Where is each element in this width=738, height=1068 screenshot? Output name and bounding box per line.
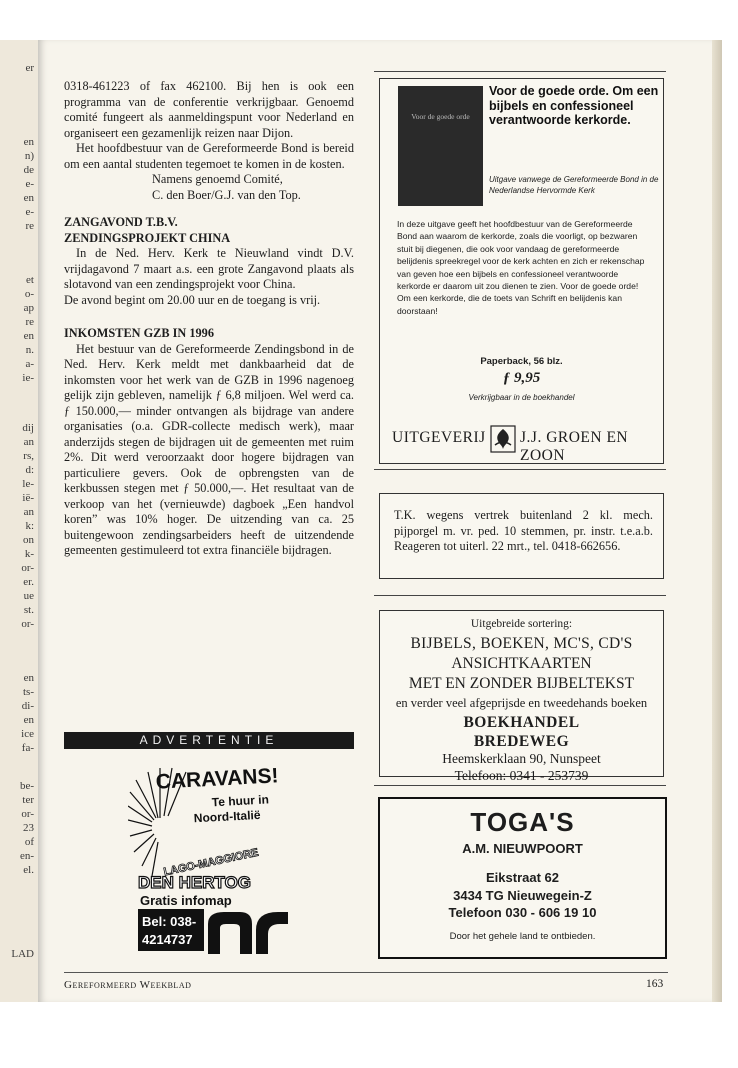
noord-italie-text: Noord-Italië bbox=[193, 807, 261, 826]
toga-address bbox=[380, 869, 665, 922]
previous-page-fragment: or- bbox=[21, 808, 34, 820]
previous-page-fragment: ap bbox=[23, 302, 34, 314]
den-hertog-text: DEN HERTOG bbox=[138, 873, 252, 892]
advertentie-bar: ADVERTENTIE bbox=[64, 732, 354, 749]
book-title: Voor de goede orde. Om een bijbels en confessioneel verantwoorde kerkorde. bbox=[489, 84, 659, 127]
previous-page-fragment: er. bbox=[23, 576, 34, 588]
previous-page-fragment: ter bbox=[22, 794, 34, 806]
divider-3 bbox=[374, 785, 666, 786]
previous-page-fragment: ië- bbox=[22, 492, 34, 504]
previous-page-fragment: a- bbox=[25, 358, 34, 370]
previous-page-fragment: et bbox=[26, 274, 34, 286]
bookshop-address: Heemskerklaan 90, Nunspeet bbox=[442, 751, 601, 766]
gratis-infomap-text: Gratis infomap bbox=[140, 893, 232, 908]
previous-page-fragment: en bbox=[23, 330, 34, 342]
previous-page-fragment: ue bbox=[23, 590, 34, 602]
inkomsten-paragraph: Het bestuur van de Gereformeerde Zendingsbond in de Ned. Herv. Kerk meldt met dankbaarheid dat de inkomsten voor het werk van de GZB in 1996 nagenoeg gelijk zijn gebleven, namelijk ƒ 6,8 miljoen. Wel werd ca. ƒ 150.000,— minder ontvangen als bijdrage van andere organisaties (o.a. GDR-collecte medisch werk), maar anderzijds stegen de bijdragen uit de gemeenten met ruim 2%. Dit werd veroorzaakt door hogere bijdragen van particuliere gevers. Ook de opbrengsten van de kerkbussen stegen met ƒ 50.000,—. Het resultaat van de verkoop van het (vernieuwde) dagboek „Een handvol koren” was 10% hoger. De uitzending van ca. 25 buitengewoon zendingsarbeiders heeft de uitzendende gemeenten gestimuleerd tot extra financiële bijdragen. bbox=[64, 341, 354, 557]
bookshop-line-1: BIJBELS, BOEKEN, MC'S, CD'S bbox=[410, 635, 633, 652]
toga-title: TOGA'S bbox=[470, 807, 575, 837]
publisher-logo-icon bbox=[490, 425, 516, 453]
te-huur-text: Te huur in bbox=[211, 792, 270, 810]
signature-line-2: C. den Boer/G.J. van den Top. bbox=[152, 187, 301, 202]
toga-advert bbox=[378, 797, 667, 959]
publisher-line bbox=[392, 425, 654, 464]
bookshop-line-3: MET EN ZONDER BIJBELTEKST bbox=[408, 675, 635, 692]
previous-page-fragment: en bbox=[23, 192, 34, 204]
previous-page-fragment: an bbox=[23, 436, 34, 448]
left-column bbox=[64, 79, 354, 559]
toga-company: A.M. NIEUWPOORT bbox=[462, 841, 583, 856]
previous-page-fragment: ice bbox=[21, 728, 34, 740]
zangavond-heading-1: ZANGAVOND T.B.V. bbox=[64, 215, 178, 229]
divider-1 bbox=[374, 469, 666, 470]
organ-advert bbox=[379, 493, 664, 579]
footer-rule bbox=[64, 972, 668, 973]
previous-page-fragment: en bbox=[23, 714, 34, 726]
previous-page-fragment: di- bbox=[21, 700, 34, 712]
previous-page-fragment: LAD bbox=[11, 948, 34, 960]
page-number: 163 bbox=[646, 978, 664, 990]
bookshop-name-2: BREDEWEG bbox=[473, 733, 570, 750]
bookshop-line-4: en verder veel afgeprijsde en tweedehands boeken bbox=[395, 696, 648, 710]
page-stack-edge bbox=[712, 40, 722, 1002]
zangavond-time-paragraph: De avond begint om 20.00 uur en de toegang is vrij. bbox=[64, 292, 321, 307]
previous-page-fragment: st. bbox=[23, 604, 34, 616]
bookshop-advert bbox=[379, 610, 664, 783]
book-description: In deze uitgave geeft het hoofdbestuur van de Gereformeerde Bond aan waarom de kerkorde, zoals die voorligt, op bezwaren stuit bij diegenen, die ook voor vandaag de gereformeerde belijdenis spreekregel voor de kerk achten en zich er rekenschap van geven hoe een bijbels en confessioneel verantwoorde kerkorde er daarom uit zou dienen te zien. Voor de goede orde! Om een kerkorde, die de toets van Schrift en belijdenis kan doorstaan! bbox=[397, 219, 645, 316]
book-advert bbox=[379, 78, 664, 464]
previous-page-fragment: en bbox=[23, 672, 34, 684]
toga-street: Eikstraat 62 bbox=[486, 870, 559, 885]
bookshop-intro: Uitgebreide sortering: bbox=[470, 618, 573, 630]
signature-line-1: Namens genoemd Comité, bbox=[152, 172, 283, 186]
previous-page-fragment: an bbox=[23, 506, 34, 518]
book-subtitle: Uitgave vanwege de Gereformeerde Bond in de Nederlandse Hervormde Kerk bbox=[489, 175, 659, 195]
caravans-text: CARAVANS! bbox=[155, 764, 280, 794]
previous-page-fragment: of bbox=[24, 836, 34, 848]
bookshop-phone: Telefoon: 0341 - 253739 bbox=[454, 768, 589, 783]
bel-text: Bel: 038- bbox=[142, 914, 197, 929]
publisher-prefix: UITGEVERIJ bbox=[392, 429, 486, 446]
previous-page-fragment: en bbox=[23, 136, 34, 148]
bookshop-line-2: ANSICHTKAARTEN bbox=[451, 655, 592, 672]
previous-page-fragment: dij bbox=[22, 422, 34, 434]
caravan-advert bbox=[128, 758, 288, 954]
phone-number-text: 4214737 bbox=[142, 932, 193, 947]
den-hertog-logo bbox=[208, 912, 288, 954]
top-divider bbox=[374, 71, 666, 72]
book-availability: Verkrijgbaar in de boekhandel bbox=[468, 393, 575, 402]
book-cover-image bbox=[398, 86, 483, 206]
previous-page-fragment: or- bbox=[21, 562, 34, 574]
divider-2 bbox=[374, 595, 666, 596]
toga-footer: Door het gehele land te ontbieden. bbox=[449, 931, 596, 942]
book-price: ƒ 9,95 bbox=[502, 370, 541, 386]
previous-page-fragment: e- bbox=[25, 178, 34, 190]
previous-page-fragment: ie- bbox=[22, 372, 34, 384]
previous-page-fragment: o- bbox=[24, 288, 34, 300]
previous-page-fragment: k: bbox=[25, 520, 34, 532]
previous-page-fragment: 23 bbox=[23, 822, 34, 834]
footer-publication-title: Gereformeerd Weekblad bbox=[64, 979, 192, 991]
previous-page-fragment: ts- bbox=[23, 686, 34, 698]
previous-page-fragment: n. bbox=[25, 344, 34, 356]
previous-page-fragment: n) bbox=[24, 150, 34, 162]
previous-page-fragment: e- bbox=[25, 206, 34, 218]
previous-page-fragment: el. bbox=[23, 864, 34, 876]
previous-page-fragment: d: bbox=[25, 464, 34, 476]
previous-page-fragment: rs, bbox=[23, 450, 34, 462]
previous-page-fragment: de bbox=[23, 164, 34, 176]
organ-advert-text: T.K. wegens vertrek buitenland 2 kl. mech. pijporgel m. vr. ped. 10 stemmen, pr. instr. t.e.a.b. Reageren tot uiterl. 22 mrt., tel. 0418-662656. bbox=[394, 508, 653, 553]
publisher-name: J.J. GROEN EN ZOON bbox=[520, 429, 629, 464]
previous-page-fragment: be- bbox=[19, 780, 34, 792]
zangavond-paragraph: In de Ned. Herv. Kerk te Nieuwland vindt D.V. vrijdagavond 7 maart a.s. een grote Zangavond plaats als slotavond van een zendingsprojekt voor China. bbox=[64, 246, 354, 291]
previous-page-fragment: re bbox=[25, 316, 34, 328]
toga-phone: Telefoon 030 - 606 19 10 bbox=[448, 905, 597, 920]
lago-maggiore-text: LAGO-MAGGIORE bbox=[162, 846, 260, 879]
book-format: Paperback, 56 blz. bbox=[480, 356, 563, 367]
zangavond-heading-2: ZENDINGSPROJEKT CHINA bbox=[64, 230, 231, 245]
previous-page-fragment: er bbox=[25, 62, 34, 74]
previous-page-fragment: k- bbox=[24, 548, 34, 560]
toga-postcode: 3434 TG Nieuwegein-Z bbox=[453, 887, 592, 903]
previous-page-fragment: re bbox=[25, 220, 34, 232]
conference-paragraph: 0318-461223 of fax 462100. Bij hen is ook een programma van de conferentie verkrijgbaar. Genoemd comité fungeert als aanmeldingspunt voor Nederland en organiseert een gezamenlijk reizen naar Dijon. bbox=[64, 79, 354, 140]
previous-page-fragment: on bbox=[23, 534, 34, 546]
book-cover-title: Voor de goede orde bbox=[411, 112, 470, 121]
previous-page-fragment: le- bbox=[22, 478, 34, 490]
inkomsten-heading: INKOMSTEN GZB IN 1996 bbox=[64, 326, 214, 340]
previous-page-edge bbox=[0, 40, 38, 1002]
students-paragraph: Het hoofdbestuur van de Gereformeerde Bond is bereid om een aantal studenten tegemoet te komen in de kosten. bbox=[64, 141, 354, 171]
previous-page-fragment: fa- bbox=[21, 742, 34, 754]
previous-page-fragment: en- bbox=[19, 850, 34, 862]
bookshop-name-1: BOEKHANDEL bbox=[463, 714, 580, 731]
previous-page-fragment: or- bbox=[21, 618, 34, 630]
